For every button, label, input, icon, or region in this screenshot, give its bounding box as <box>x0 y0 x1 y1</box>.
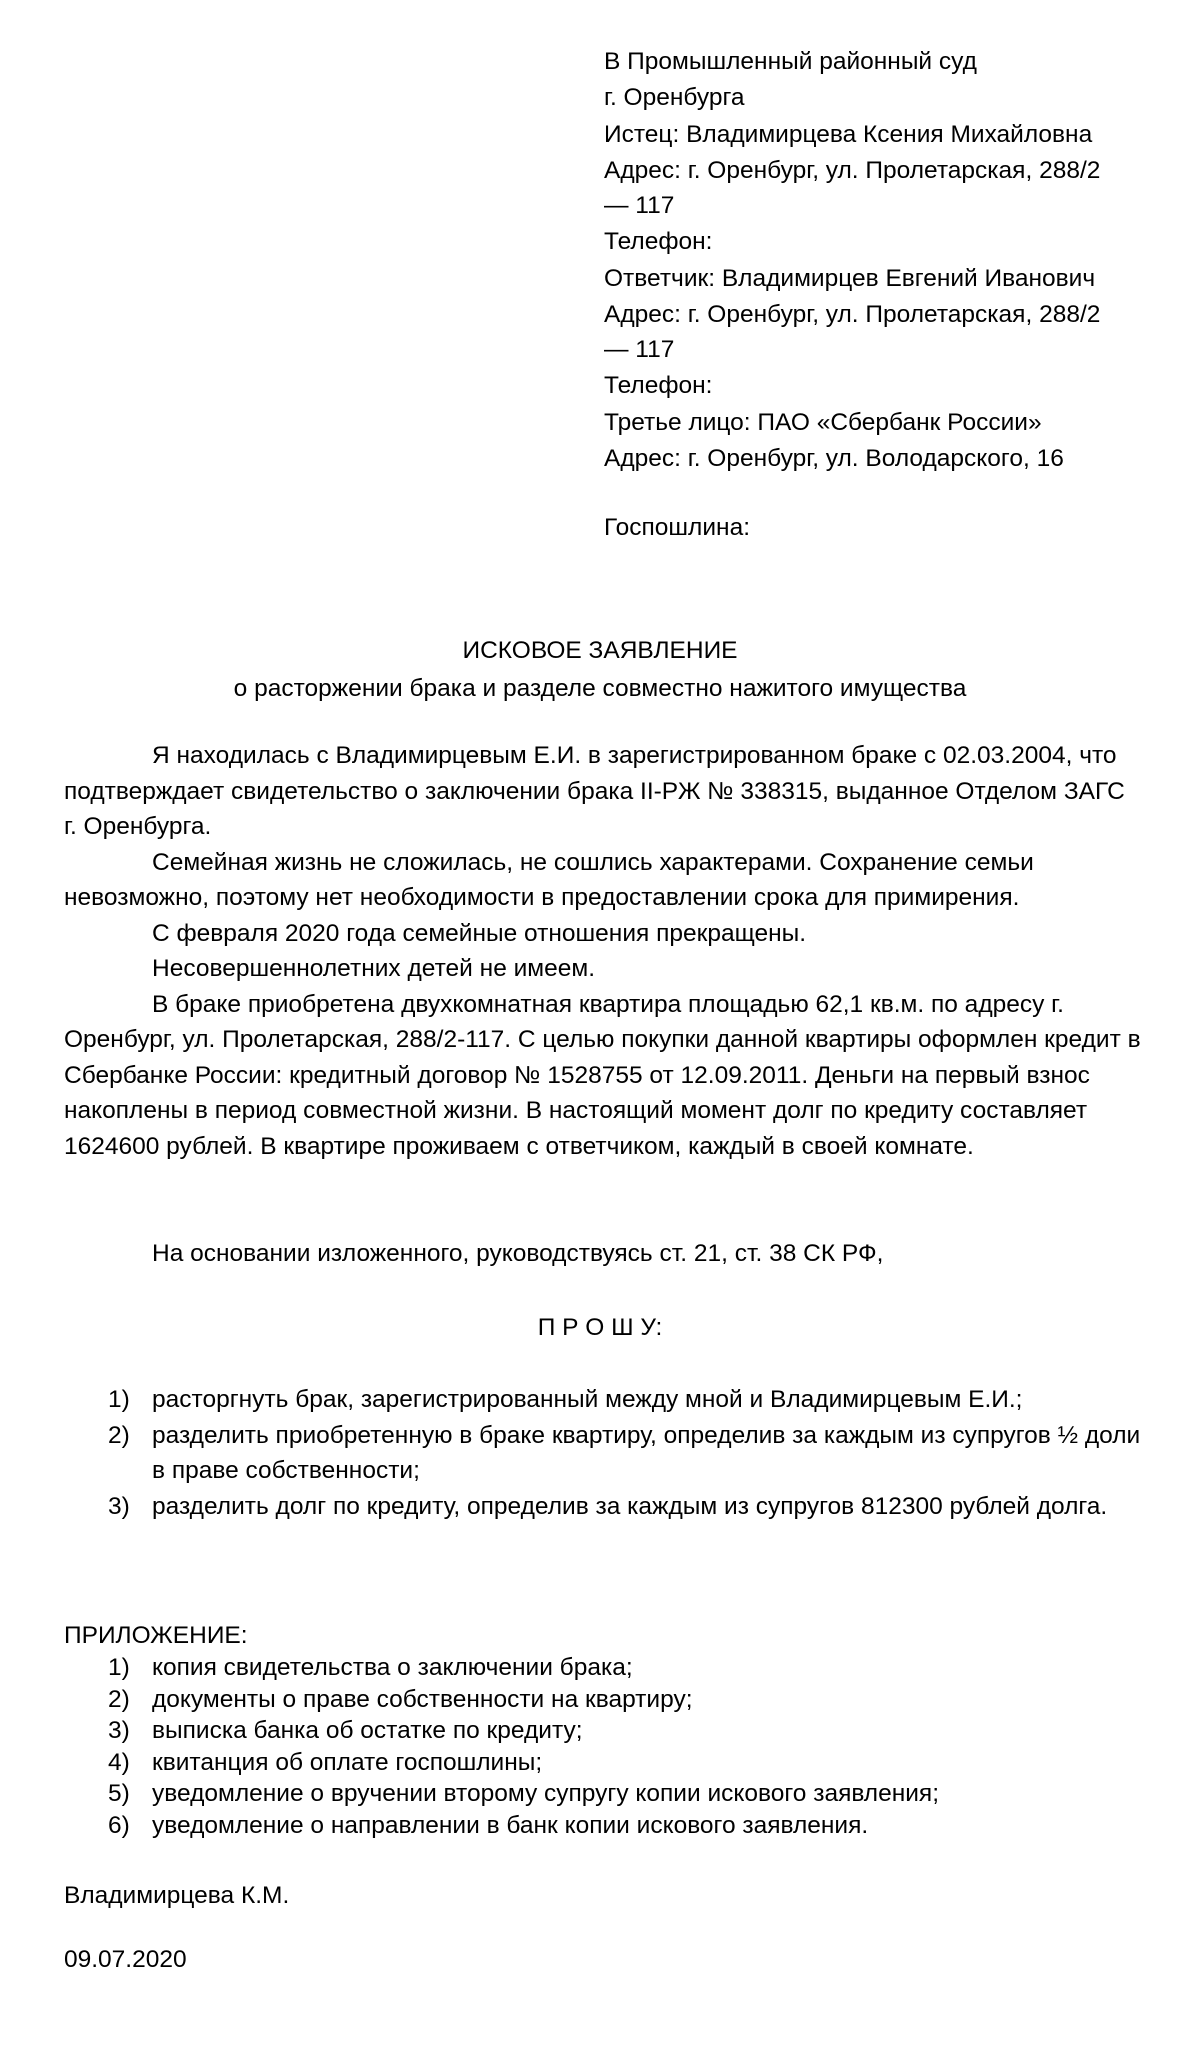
item-number: 2) <box>108 1421 130 1449</box>
body-paragraph: С февраля 2020 года семейные отношения прекращены. <box>152 919 807 947</box>
state-duty-line: Госпошлина: <box>604 514 750 541</box>
body-paragraph: Я находилась с Владимирцевым Е.И. в зарегистрированном браке с 02.03.2004, что подтверждает свидетельство о заключении брака II-РЖ № 338315, выданное Отделом ЗАГС г. Оренбурга. <box>64 742 1125 840</box>
list-item <box>64 1418 1144 1489</box>
third-party-name: Третье лицо: ПАО «Сбербанк России» <box>604 409 1042 436</box>
item-text: разделить приобретенную в браке квартиру, определив за каждым из супругов ½ доли в праве собственности; <box>152 1421 1141 1484</box>
defendant-address: Адрес: г. Оренбург, ул. Пролетарская, 288/2 <box>604 300 1101 328</box>
item-text: квитанция об оплате госпошлины; <box>152 1748 543 1776</box>
list-item <box>64 1810 1144 1842</box>
item-text: расторгнуть брак, зарегистрированный между мной и Владимирцевым Е.И.; <box>152 1386 1023 1413</box>
document-title <box>0 632 1200 708</box>
item-text: выписка банка об остатке по кредиту; <box>152 1717 583 1744</box>
item-text: уведомление о вручении второму супругу копии искового заявления; <box>152 1780 940 1807</box>
item-number: 6) <box>108 1811 130 1839</box>
plaintiff-block <box>604 117 1164 259</box>
plaintiff-phone: Телефон: <box>604 227 713 255</box>
request-list <box>64 1382 1144 1524</box>
list-item <box>64 1747 1144 1779</box>
court-block <box>604 44 1164 115</box>
appendix-list <box>64 1652 1144 1841</box>
item-number: 1) <box>108 1386 130 1413</box>
court-line: г. Оренбурга <box>604 83 745 111</box>
item-number: 4) <box>108 1748 130 1776</box>
document-date: 09.07.2020 <box>64 1946 187 1973</box>
addressee-block <box>604 44 1164 546</box>
list-item <box>64 1778 1144 1810</box>
body-paragraph: В браке приобретена двухкомнатная квартира площадью 62,1 кв.м. по адресу г. Оренбург, ул. Пролетарская, 288/2-117. С целью покупки данной квартиры оформлен кредит в Сбербанке России: кредитный договор № 1528755 от 12.09.2011. Деньги на первый взнос накоплены в период совместной жизни. В настоящий момент долг по кредиту составляет 1624600 рублей. В квартире проживаем с ответчиком, каждый в своей комнате. <box>64 990 1141 1160</box>
item-number: 5) <box>108 1780 130 1807</box>
signature: Владимирцева К.М. <box>64 1882 290 1909</box>
request-heading: П Р О Ш У: <box>537 1314 663 1341</box>
body-paragraph: Семейная жизнь не сложилась, не сошлись характерами. Сохранение семьи невозможно, поэтому нет необходимости в предоставлении срока для примирения. <box>64 848 1034 911</box>
third-party-block <box>604 405 1164 476</box>
plaintiff-address-cont: — 117 <box>604 192 675 219</box>
item-text: уведомление о направлении в банк копии искового заявления. <box>152 1811 869 1839</box>
title-subtitle: о расторжении брака и разделе совместно нажитого имущества <box>233 675 967 702</box>
defendant-phone: Телефон: <box>604 371 713 399</box>
third-party-address: Адрес: г. Оренбург, ул. Володарского, 16 <box>604 444 1064 472</box>
court-line: В Промышленный районный суд <box>604 48 977 75</box>
list-item <box>64 1382 1144 1418</box>
plaintiff-address: Адрес: г. Оренбург, ул. Пролетарская, 288/2 <box>604 156 1101 184</box>
legal-basis: На основании изложенного, руководствуясь ст. 21, ст. 38 СК РФ, <box>152 1240 884 1267</box>
defendant-address-cont: — 117 <box>604 336 675 363</box>
defendant-block <box>604 261 1164 403</box>
list-item <box>64 1489 1144 1525</box>
defendant-name: Ответчик: Владимирцев Евгений Иванович <box>604 265 1096 292</box>
plaintiff-name: Истец: Владимирцева Ксения Михайловна <box>604 121 1093 148</box>
claim-body <box>64 738 1144 1164</box>
list-item <box>64 1715 1144 1747</box>
item-text: документы о праве собственности на квартиру; <box>152 1685 693 1713</box>
title-main: ИСКОВОЕ ЗАЯВЛЕНИЕ <box>462 637 738 664</box>
item-number: 1) <box>108 1654 130 1681</box>
list-item <box>64 1652 1144 1684</box>
body-paragraph: Несовершеннолетних детей не имеем. <box>152 955 596 982</box>
item-number: 3) <box>108 1717 130 1744</box>
item-number: 3) <box>108 1492 130 1520</box>
item-text: разделить долг по кредиту, определив за каждым из супругов 812300 рублей долга. <box>152 1492 1108 1520</box>
item-text: копия свидетельства о заключении брака; <box>152 1654 633 1681</box>
item-number: 2) <box>108 1685 130 1713</box>
list-item <box>64 1684 1144 1716</box>
appendix-heading: ПРИЛОЖЕНИЕ: <box>64 1622 248 1649</box>
